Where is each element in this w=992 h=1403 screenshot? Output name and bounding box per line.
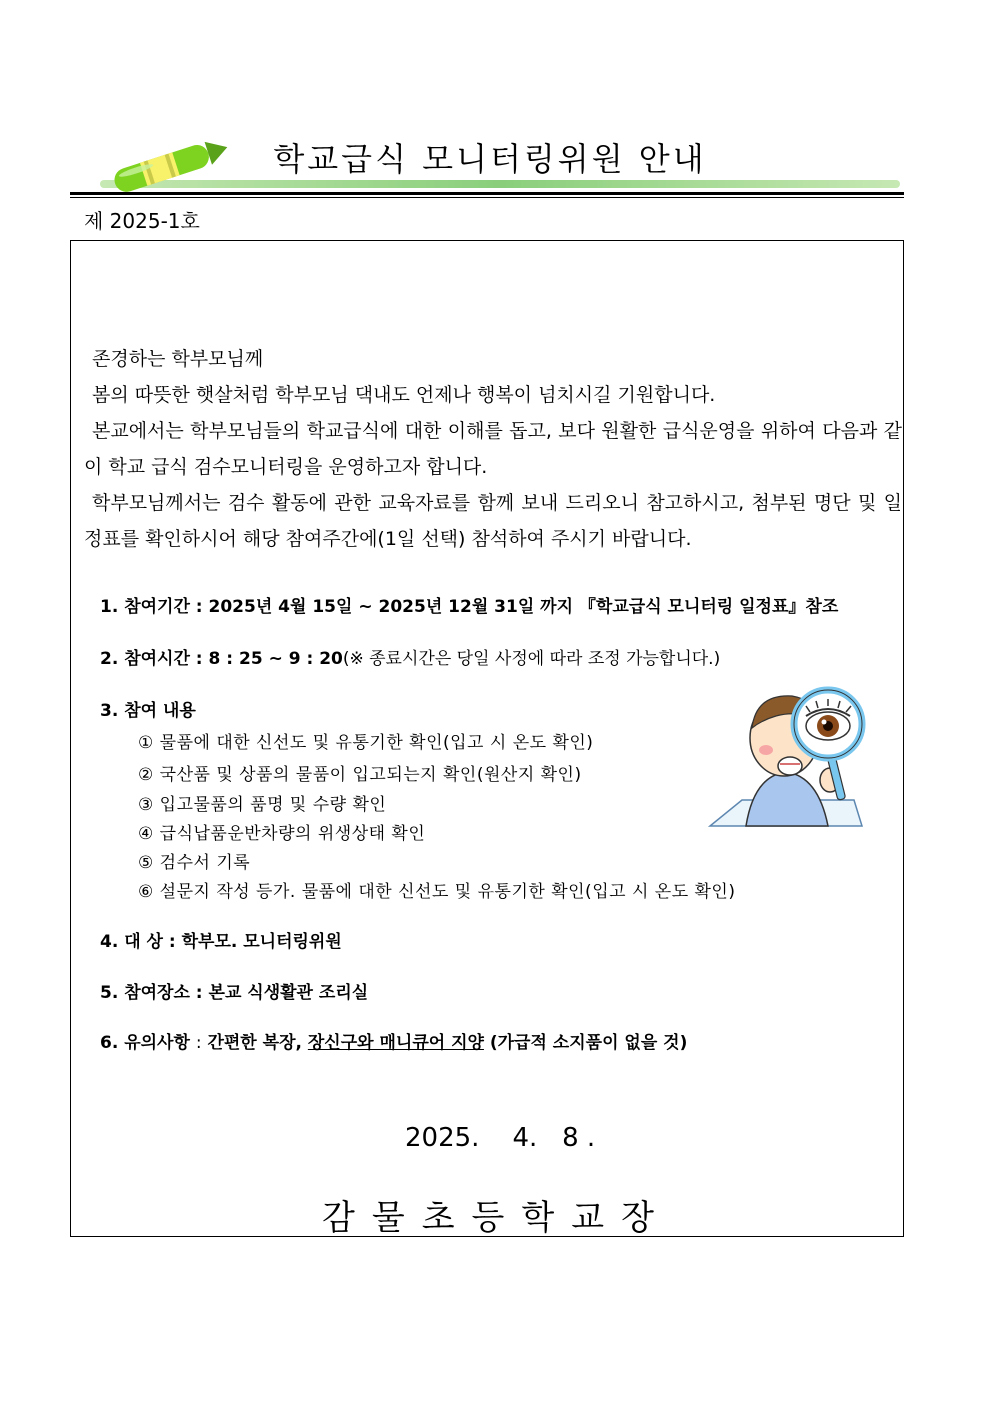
item-notice-b: 장신구와 매니큐어 지양 — [307, 1033, 484, 1053]
title-rule — [70, 192, 904, 195]
school-principal: 감물초등학교장 — [322, 1198, 671, 1238]
title-rule-thin — [70, 197, 904, 198]
content-item-3: ③ 입고물품의 품명 및 수량 확인 — [138, 795, 387, 815]
item-time-note: (※ 종료시간은 당일 사정에 따라 조정 가능합니다.) — [342, 649, 721, 669]
document-number: 제 2025-1호 — [84, 209, 200, 233]
item-target: 4. 대 상 : 학부모. 모니터링위원 — [100, 932, 342, 952]
page-title: 학교급식 모니터링위원 안내 — [273, 140, 707, 178]
body-line-2: 본교에서는 학부모님들의 학교급식에 대한 이해를 돕고, 보다 원활한 급식운영을 위하여 다음과 같이 학교 급식 검수모니터링을 운영하고자 합니다. — [84, 420, 902, 478]
body-line-3: 학부모님께서는 검수 활동에 관한 교육자료를 함께 보내 드리오니 참고하시고, 첨부된 명단 및 일정표를 확인하시어 해당 참여주간에(1일 선택) 참석하여 주시기 바랍니다. — [84, 492, 902, 550]
item-notice-colon: : — [195, 1033, 202, 1053]
content-item-6: ⑥ 설문지 작성 등가. 물품에 대한 신선도 및 유통기한 확인(입고 시 온도 확인) — [138, 882, 736, 902]
content-item-2: ② 국산품 및 상품의 물품이 입고되는지 확인(원산지 확인) — [138, 765, 582, 785]
content-item-4: ④ 급식납품운반차량의 위생상태 확인 — [138, 824, 426, 844]
item-period: 1. 참여기간 : 2025년 4월 15일 ~ 2025년 12월 31일 까지 『학교급식 모니터링 일정표』참조 — [100, 597, 839, 617]
body-line-1: 봄의 따뜻한 햇살처럼 학부모님 댁내도 언제나 행복이 넘치시길 기원합니다. — [92, 384, 716, 406]
item-notice-a: 간편한 복장, — [201, 1033, 308, 1053]
item-notice-c: (가급적 소지품이 없을 것) — [483, 1033, 688, 1053]
item-content-label: 3. 참여 내용 — [100, 701, 196, 721]
magnifying-glass-illustration — [706, 676, 866, 830]
issue-date: 2025. 4. 8 . — [405, 1123, 596, 1153]
item-notice-prefix: 6. 유의사항 — [100, 1033, 196, 1053]
item-place: 5. 참여장소 : 본교 식생활관 조리실 — [100, 983, 369, 1003]
item-notice — [100, 1028, 687, 1053]
header-banner — [70, 128, 904, 200]
greeting: 존경하는 학부모님께 — [92, 348, 264, 370]
content-item-5: ⑤ 검수서 기록 — [138, 853, 251, 873]
item-time-label: 2. 참여시간 : 8 : 25 ~ 9 : 20 — [100, 649, 343, 669]
item-time — [100, 644, 720, 669]
content-item-1: ① 물품에 대한 신선도 및 유통기한 확인(입고 시 온도 확인) — [138, 733, 594, 753]
crayon-icon — [106, 136, 232, 194]
